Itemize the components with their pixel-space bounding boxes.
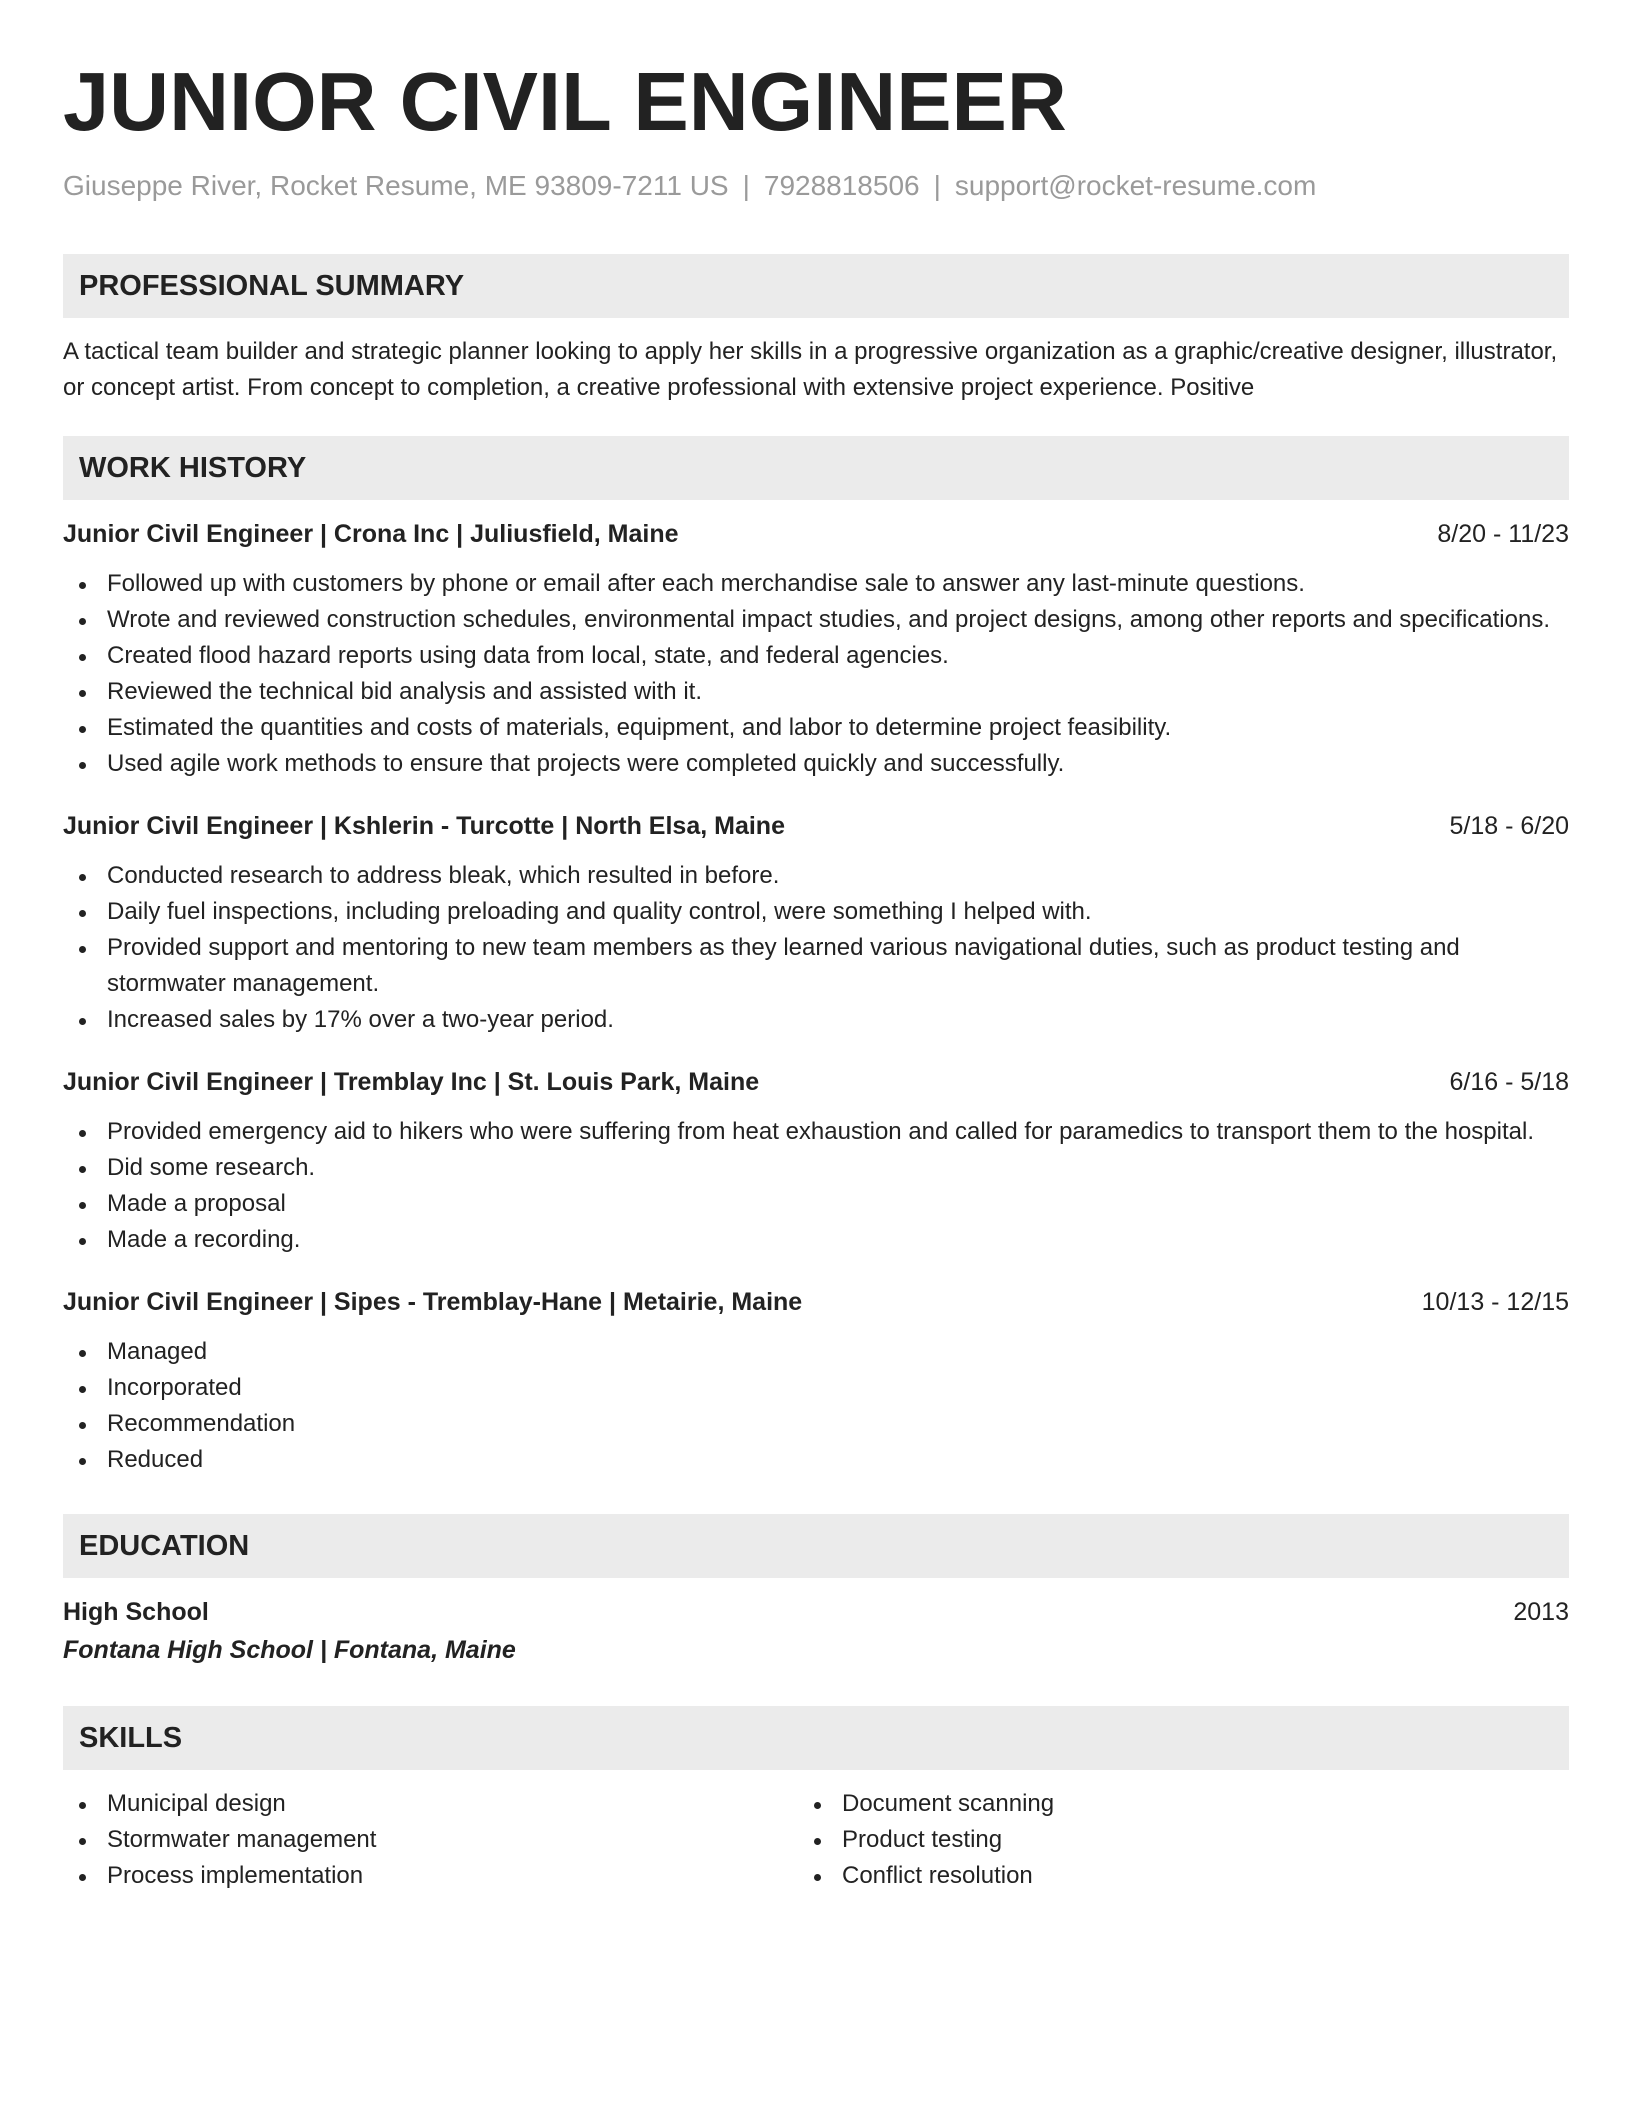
job-entry	[63, 1284, 1569, 1478]
bullet-dot-icon	[79, 1838, 86, 1845]
bullet-dot-icon	[79, 690, 86, 697]
education-year: 2013	[1513, 1598, 1569, 1626]
contact-line	[63, 168, 1569, 204]
bullet-dot-icon	[79, 946, 86, 953]
bullet-dot-icon	[814, 1838, 821, 1845]
job-bullet: Provided support and mentoring to new team members as they learned various navigational duties, such as product testing and stormwater management.	[107, 930, 1569, 1002]
job-bullet: Managed	[107, 1334, 1569, 1370]
job-header	[63, 808, 1569, 844]
bullet-dot-icon	[79, 1130, 86, 1137]
job-bullet: Reduced	[107, 1442, 1569, 1478]
job-bullet: Recommendation	[107, 1406, 1569, 1442]
bullet-dot-icon	[79, 1350, 86, 1357]
bullet-dot-icon	[79, 726, 86, 733]
job-bullet: Wrote and reviewed construction schedules, environmental impact studies, and project designs, among other reports and specifications.	[107, 602, 1569, 638]
skill-item: Product testing	[842, 1822, 1533, 1858]
job-bullet: Conducted research to address bleak, which resulted in before.	[107, 858, 1569, 894]
job-bullet: Used agile work methods to ensure that projects were completed quickly and successfully.	[107, 746, 1569, 782]
job-bullet: Provided emergency aid to hikers who were suffering from heat exhaustion and called for paramedics to transport them to the hospital.	[107, 1114, 1569, 1150]
job-bullet: Increased sales by 17% over a two-year period.	[107, 1002, 1569, 1038]
resume-title: JUNIOR CIVIL ENGINEER	[63, 55, 1067, 148]
skill-item: Conflict resolution	[842, 1858, 1533, 1894]
job-title: Junior Civil Engineer | Crona Inc | Juliusfield, Maine	[63, 520, 679, 548]
job-bullets	[63, 566, 1569, 782]
job-title: Junior Civil Engineer | Kshlerin - Turcotte | North Elsa, Maine	[63, 812, 785, 840]
job-bullet: Estimated the quantities and costs of materials, equipment, and labor to determine project feasibility.	[107, 710, 1569, 746]
bullet-dot-icon	[79, 1202, 86, 1209]
skills-columns	[63, 1786, 1569, 1894]
job-dates: 10/13 - 12/15	[1421, 1288, 1569, 1316]
bullet-dot-icon	[79, 762, 86, 769]
skill-item: Document scanning	[842, 1786, 1533, 1822]
bullet-dot-icon	[79, 618, 86, 625]
section-header-summary: PROFESSIONAL SUMMARY	[63, 254, 1569, 318]
bullet-dot-icon	[79, 1238, 86, 1245]
contact-address: Giuseppe River, Rocket Resume, ME 93809-7211 US	[63, 170, 729, 201]
summary-text: A tactical team builder and strategic planner looking to apply her skills in a progressive organization as a graphic/creative designer, illustrator, or concept artist. From concept to completion, a creative professional with extensive project experience. Positive	[63, 338, 1558, 401]
bullet-dot-icon	[814, 1874, 821, 1881]
job-dates: 5/18 - 6/20	[1449, 812, 1569, 840]
skill-item: Process implementation	[107, 1858, 798, 1894]
education-degree: High School	[63, 1598, 209, 1626]
job-dates: 8/20 - 11/23	[1437, 520, 1569, 548]
bullet-dot-icon	[79, 1458, 86, 1465]
job-header	[63, 516, 1569, 552]
skill-item: Municipal design	[107, 1786, 798, 1822]
job-bullets	[63, 1334, 1569, 1478]
job-entry	[63, 808, 1569, 1038]
job-bullet: Made a recording.	[107, 1222, 1569, 1258]
job-bullet: Reviewed the technical bid analysis and assisted with it.	[107, 674, 1569, 710]
bullet-dot-icon	[79, 874, 86, 881]
job-bullet: Incorporated	[107, 1370, 1569, 1406]
bullet-dot-icon	[79, 1166, 86, 1173]
skills-list-left	[63, 1786, 798, 1894]
job-entry	[63, 1064, 1569, 1258]
contact-phone: 7928818506	[763, 170, 920, 201]
bullet-dot-icon	[79, 910, 86, 917]
job-title: Junior Civil Engineer | Sipes - Tremblay-Hane | Metairie, Maine	[63, 1288, 803, 1316]
job-bullet: Daily fuel inspections, including preloading and quality control, were something I helped with.	[107, 894, 1569, 930]
job-bullet: Created flood hazard reports using data from local, state, and federal agencies.	[107, 638, 1569, 674]
job-bullet: Made a proposal	[107, 1186, 1569, 1222]
job-dates: 6/16 - 5/18	[1449, 1068, 1569, 1096]
bullet-dot-icon	[79, 1422, 86, 1429]
education-school: Fontana High School | Fontana, Maine	[63, 1636, 516, 1664]
bullet-dot-icon	[79, 1802, 86, 1809]
job-header	[63, 1064, 1569, 1100]
section-header-skills: SKILLS	[63, 1706, 1569, 1770]
job-bullets	[63, 1114, 1569, 1258]
section-header-education: EDUCATION	[63, 1514, 1569, 1578]
bullet-dot-icon	[79, 1386, 86, 1393]
skill-item: Stormwater management	[107, 1822, 798, 1858]
bullet-dot-icon	[814, 1802, 821, 1809]
job-bullets	[63, 858, 1569, 1038]
bullet-dot-icon	[79, 654, 86, 661]
contact-separator: |	[933, 170, 941, 201]
bullet-dot-icon	[79, 1874, 86, 1881]
bullet-dot-icon	[79, 582, 86, 589]
contact-separator: |	[742, 170, 750, 201]
contact-email: support@rocket-resume.com	[954, 170, 1317, 201]
skills-list-right	[798, 1786, 1533, 1894]
section-header-work-history: WORK HISTORY	[63, 436, 1569, 500]
job-bullet: Did some research.	[107, 1150, 1569, 1186]
job-header	[63, 1284, 1569, 1320]
job-bullet: Followed up with customers by phone or email after each merchandise sale to answer any last-minute questions.	[107, 566, 1569, 602]
bullet-dot-icon	[79, 1018, 86, 1025]
job-entry	[63, 516, 1569, 782]
education-row	[63, 1594, 1569, 1630]
job-title: Junior Civil Engineer | Tremblay Inc | St. Louis Park, Maine	[63, 1068, 760, 1096]
